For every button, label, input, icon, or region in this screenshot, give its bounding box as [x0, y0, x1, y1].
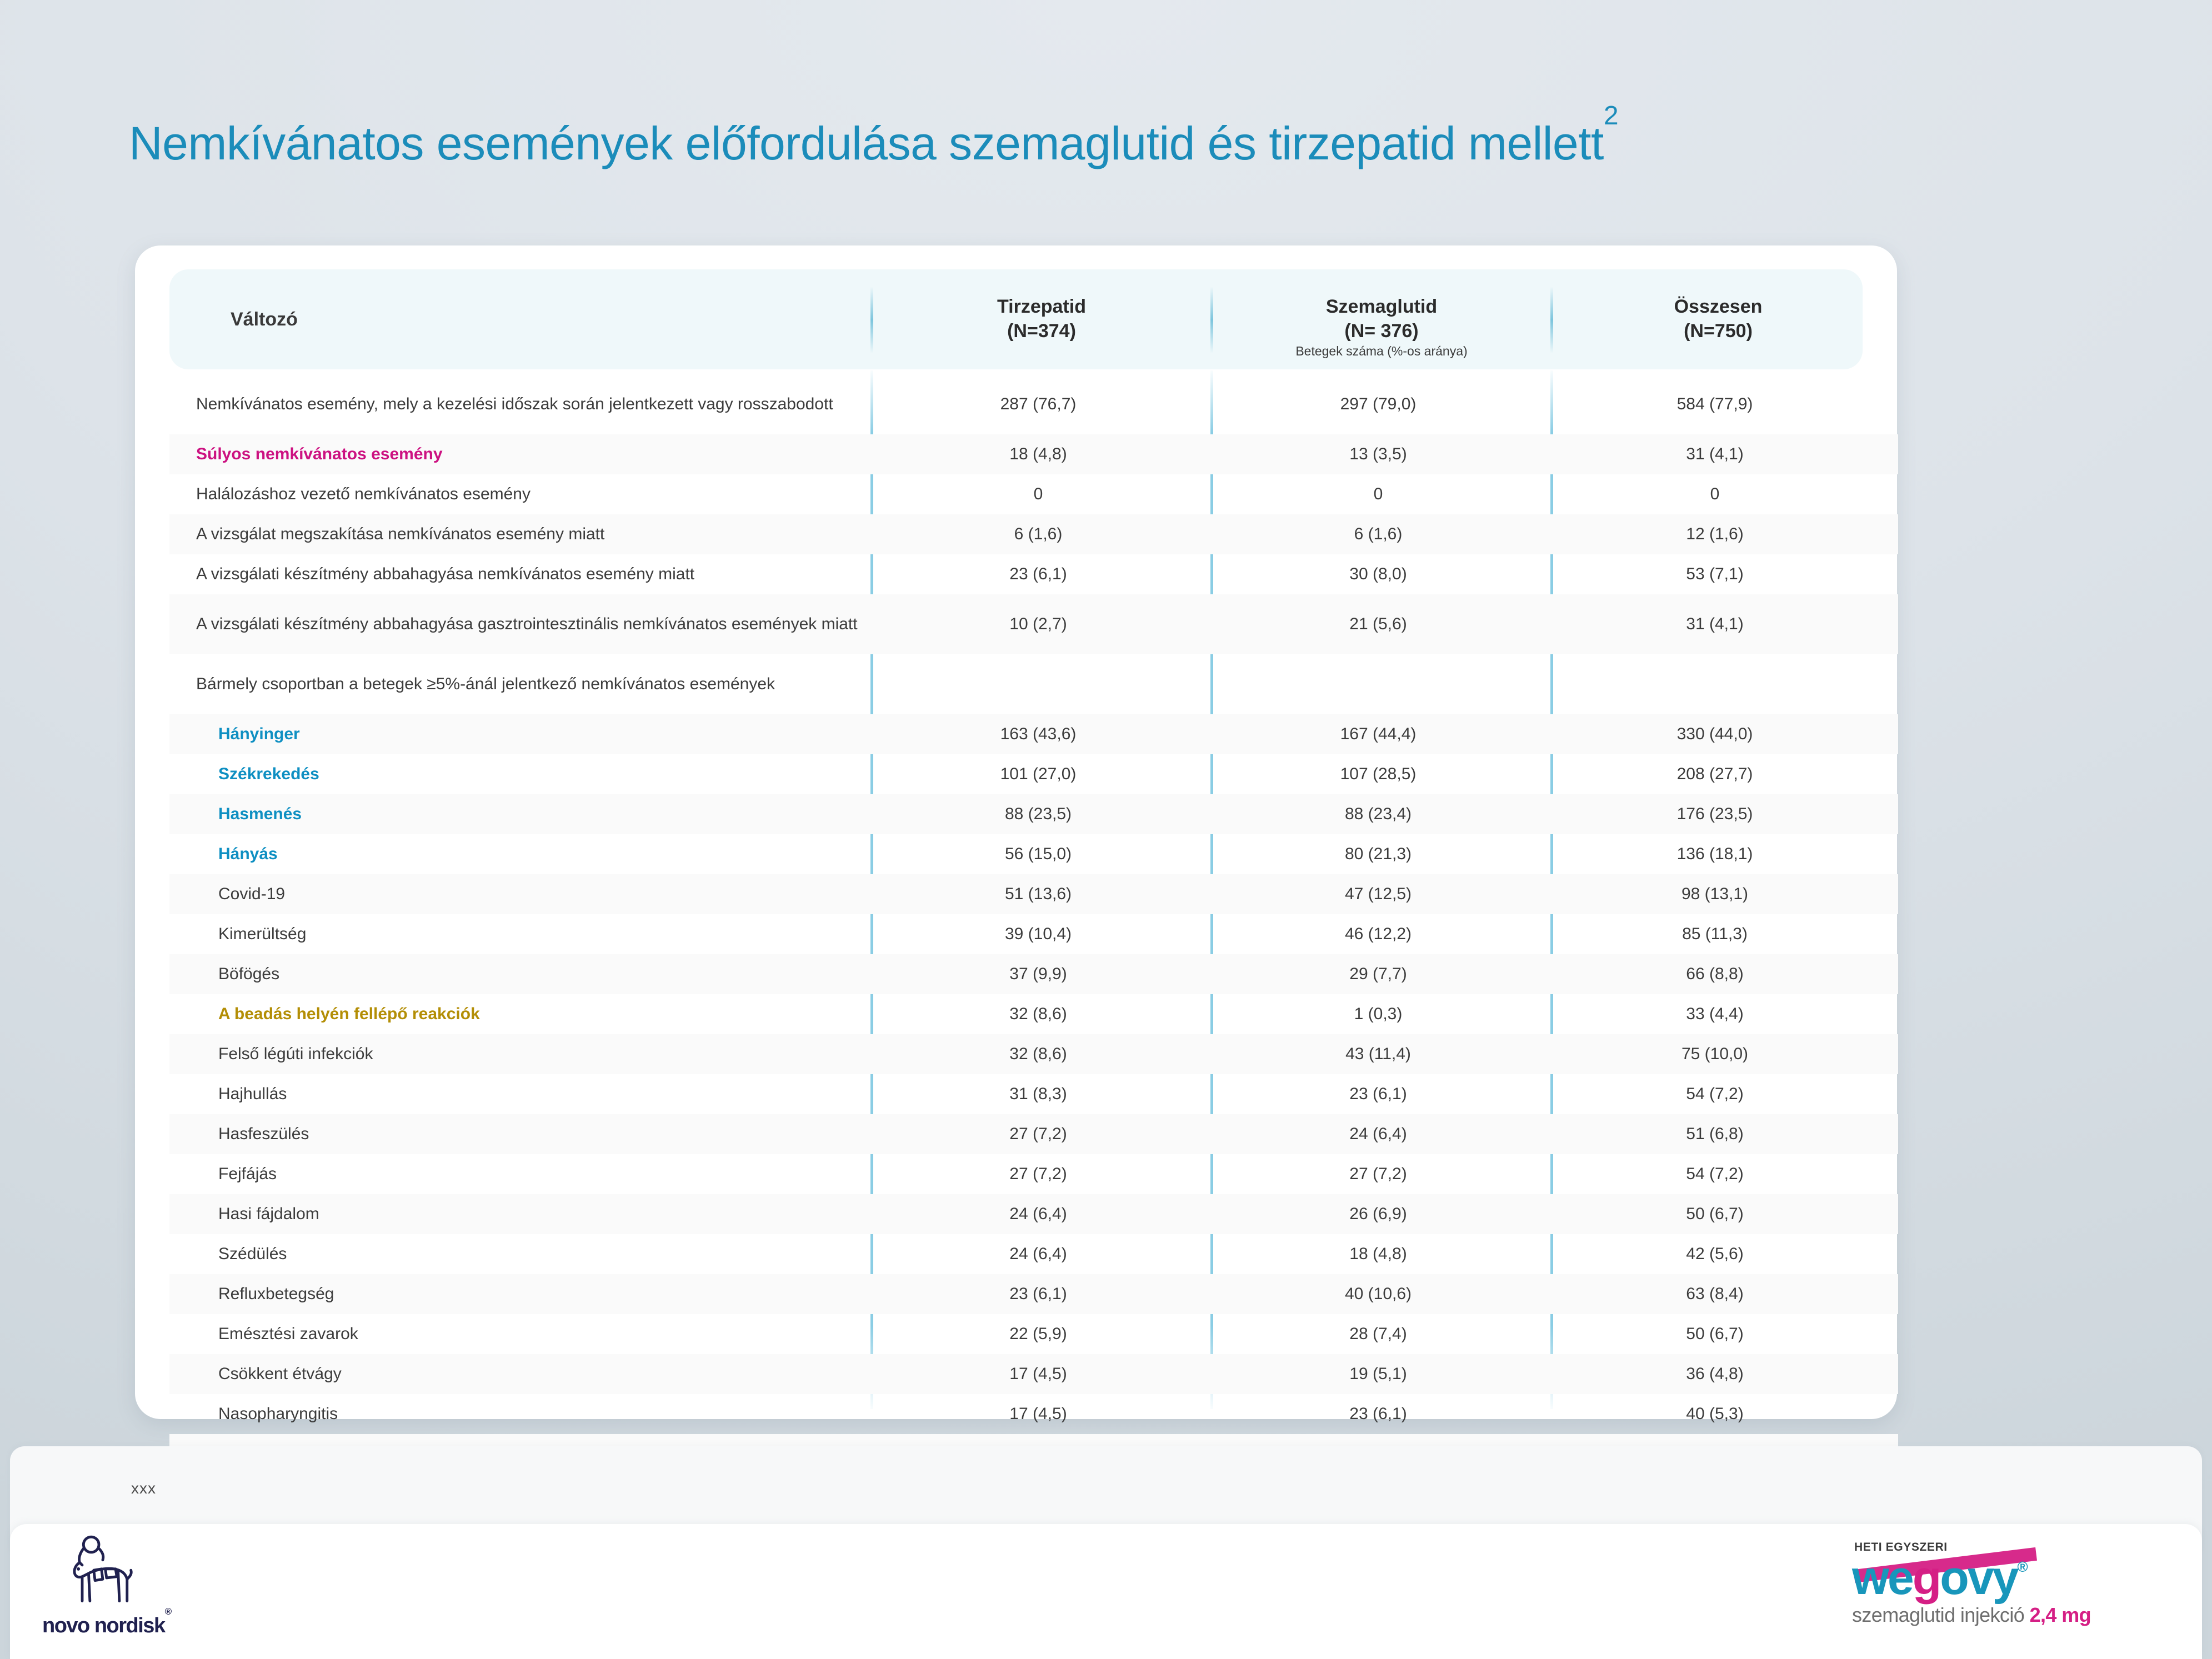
table-cell-tirzepatid: 23 (6,1): [1009, 565, 1067, 583]
header-divider-2: [1210, 287, 1213, 353]
table-cell-tirzepatid: 24 (6,4): [1009, 1245, 1067, 1263]
table-row: [169, 714, 1898, 754]
table-cell-szemaglutid: 46 (12,2): [1344, 925, 1412, 943]
table-row-label: Súlyos nemkívánatos esemény: [196, 445, 443, 464]
novo-nordisk-wordmark-text: novo nordisk: [42, 1614, 165, 1637]
table-row: [169, 914, 1898, 954]
table-cell-osszesen: 33 (4,4): [1686, 1005, 1744, 1023]
wegovy-dose: 2,4 mg: [2029, 1603, 2091, 1626]
table-cell-osszesen: 36 (4,8): [1686, 1365, 1744, 1383]
table-cell-osszesen: 51 (6,8): [1686, 1125, 1744, 1143]
table-row-label: Hányinger: [218, 725, 300, 744]
table-row: [169, 874, 1898, 914]
table-row: [169, 1074, 1898, 1114]
table-row-label: Covid-19: [218, 885, 286, 904]
table-cell-szemaglutid: 88 (23,4): [1344, 805, 1412, 823]
table-row: [169, 374, 1898, 434]
column-header-osszesen-n: (N=750): [1684, 320, 1753, 342]
table-row-label: Székrekedés: [218, 765, 319, 784]
table-row-label: Kimerültség: [218, 925, 307, 944]
table-cell-szemaglutid: 40 (10,6): [1344, 1285, 1412, 1303]
table-cell-szemaglutid: 29 (7,7): [1349, 965, 1407, 983]
table-row: [169, 434, 1898, 474]
table-cell-osszesen: 208 (27,7): [1676, 765, 1753, 783]
table-cell-szemaglutid: 43 (11,4): [1345, 1045, 1411, 1063]
table-row-label: Fejfájás: [218, 1165, 277, 1184]
table-cell-szemaglutid: 13 (3,5): [1349, 445, 1407, 463]
table-cell-szemaglutid: 26 (6,9): [1349, 1205, 1407, 1223]
table-cell-szemaglutid: 24 (6,4): [1349, 1125, 1407, 1143]
table-cell-tirzepatid: 6 (1,6): [1014, 525, 1063, 543]
table-row: [169, 754, 1898, 794]
table-cell-tirzepatid: 32 (8,6): [1009, 1045, 1067, 1063]
table-cell-osszesen: 85 (11,3): [1682, 925, 1748, 943]
table-row: [169, 834, 1898, 874]
table-cell-szemaglutid: 297 (79,0): [1340, 395, 1417, 413]
adverse-events-table-card: [135, 245, 1897, 1424]
table-cell-szemaglutid: 107 (28,5): [1340, 765, 1417, 783]
table-row: [169, 1234, 1898, 1274]
column-header-variable: Változó: [231, 308, 298, 330]
novo-nordisk-logo: [42, 1538, 209, 1644]
table-cell-szemaglutid: 6 (1,6): [1354, 525, 1403, 543]
table-cell-tirzepatid: 10 (2,7): [1009, 615, 1067, 633]
table-row: [169, 994, 1898, 1034]
table-cell-osszesen: 53 (7,1): [1686, 565, 1744, 583]
wegovy-brand-pre: we: [1852, 1551, 1913, 1605]
table-cell-szemaglutid: 23 (6,1): [1349, 1085, 1407, 1103]
table-cell-szemaglutid: 21 (5,6): [1349, 615, 1407, 633]
page-title-superscript: 2: [1603, 101, 1619, 131]
column-header-tirzepatid: [872, 269, 1212, 369]
slide-footer: [10, 1524, 2202, 1659]
table-cell-tirzepatid: 287 (76,7): [1000, 395, 1077, 413]
table-cell-osszesen: 50 (6,7): [1686, 1325, 1744, 1343]
table-row-label: A vizsgálat megszakítása nemkívánatos esemény miatt: [196, 525, 605, 544]
table-cell-osszesen: 54 (7,2): [1686, 1165, 1744, 1183]
table-cell-tirzepatid: 17 (4,5): [1009, 1405, 1067, 1423]
column-header-tirzepatid-name: Tirzepatid: [997, 296, 1086, 318]
table-row-label: Nemkívánatos esemény, mely a kezelési időszak során jelentkezett vagy rosszabodott: [196, 395, 833, 414]
table-row-label: Hasi fájdalom: [218, 1205, 319, 1224]
table-row-label: A vizsgálati készítmény abbahagyása gasztrointesztinális nemkívánatos események miatt: [196, 615, 858, 634]
table-cell-szemaglutid: 27 (7,2): [1349, 1165, 1407, 1183]
table-row-label: Hányás: [218, 845, 278, 864]
wegovy-wordmark: [1852, 1551, 2113, 1605]
table-cell-osszesen: 136 (18,1): [1676, 845, 1753, 863]
table-cell-osszesen: 0: [1710, 485, 1720, 503]
table-row-label: Csökkent étvágy: [218, 1365, 342, 1384]
table-cell-osszesen: 584 (77,9): [1676, 395, 1753, 413]
table-cell-tirzepatid: 31 (8,3): [1009, 1085, 1067, 1103]
table-cell-osszesen: 176 (23,5): [1676, 805, 1753, 823]
wegovy-wordmark-text: [1852, 1551, 2026, 1605]
wegovy-subtitle-text: szemaglutid injekció: [1852, 1603, 2025, 1626]
table-row: [169, 474, 1898, 514]
table-row: [169, 1114, 1898, 1154]
table-row-label: A vizsgálati készítmény abbahagyása nemkívánatos esemény miatt: [196, 565, 695, 584]
table-cell-tirzepatid: 17 (4,5): [1009, 1365, 1067, 1383]
table-row: [169, 794, 1898, 834]
table-cell-osszesen: 54 (7,2): [1686, 1085, 1744, 1103]
table-row: [169, 1394, 1898, 1434]
wegovy-registered-mark: ®: [2017, 1558, 2026, 1575]
table-cell-tirzepatid: 22 (5,9): [1009, 1325, 1067, 1343]
table-cell-osszesen: 31 (4,1): [1686, 445, 1744, 463]
table-row-label: Szédülés: [218, 1245, 287, 1264]
table-cell-tirzepatid: 88 (23,5): [1004, 805, 1072, 823]
table-cell-osszesen: 50 (6,7): [1686, 1205, 1744, 1223]
table-row-label: Halálozáshoz vezető nemkívánatos esemény: [196, 485, 531, 504]
table-cell-tirzepatid: 27 (7,2): [1009, 1125, 1067, 1143]
header-divider-1: [870, 287, 873, 353]
column-header-szemaglutid-name: Szemaglutid: [1325, 296, 1438, 318]
table-row: [169, 554, 1898, 594]
table-cell-tirzepatid: 56 (15,0): [1004, 845, 1072, 863]
table-row-label: Hasmenés: [218, 805, 302, 824]
table-cell-tirzepatid: 51 (13,6): [1004, 885, 1072, 903]
table-header-band: [169, 269, 1863, 369]
table-cell-szemaglutid: 30 (8,0): [1349, 565, 1407, 583]
table-row: [169, 654, 1898, 714]
table-cell-szemaglutid: 19 (5,1): [1349, 1365, 1407, 1383]
column-header-osszesen: [1552, 269, 1885, 369]
table-cell-osszesen: 75 (10,0): [1681, 1045, 1749, 1063]
page-title-text: Nemkívánatos események előfordulása szemaglutid és tirzepatid mellett: [129, 117, 1604, 169]
table-cell-szemaglutid: 80 (21,3): [1344, 845, 1412, 863]
table-row-label: Bármely csoportban a betegek ≥5%-ánál jelentkező nemkívánatos események: [196, 675, 775, 694]
table-cell-tirzepatid: 18 (4,8): [1009, 445, 1067, 463]
table-cell-szemaglutid: 28 (7,4): [1349, 1325, 1407, 1343]
table-row-label: Böfögés: [218, 965, 280, 984]
table-cell-osszesen: 12 (1,6): [1686, 525, 1744, 543]
novo-nordisk-bull-icon: [66, 1534, 149, 1605]
table-cell-tirzepatid: 39 (10,4): [1004, 925, 1072, 943]
table-row: [169, 1194, 1898, 1234]
table-row-label: Refluxbetegség: [218, 1285, 334, 1304]
table-cell-szemaglutid: 0: [1373, 485, 1383, 503]
table-row: [169, 514, 1898, 554]
table-cell-osszesen: 330 (44,0): [1676, 725, 1753, 743]
table-cell-osszesen: 98 (13,1): [1681, 885, 1749, 903]
column-header-osszesen-name: Összesen: [1674, 296, 1763, 318]
table-cell-szemaglutid: 167 (44,4): [1340, 725, 1417, 743]
column-header-tirzepatid-n: (N=374): [1007, 320, 1076, 342]
table-header-subnote: Betegek száma (%-os aránya): [1295, 344, 1468, 358]
table-row: [169, 1354, 1898, 1394]
table-row-label: Emésztési zavarok: [218, 1325, 358, 1344]
table-row: [169, 954, 1898, 994]
table-body: [135, 374, 1897, 1474]
table-row: [169, 1314, 1898, 1354]
column-header-szemaglutid-n: (N= 376): [1344, 320, 1419, 342]
table-row-label: Felső légúti infekciók: [218, 1045, 373, 1064]
novo-nordisk-registered-mark: ®: [164, 1606, 171, 1617]
table-cell-tirzepatid: 24 (6,4): [1009, 1205, 1067, 1223]
table-cell-tirzepatid: 0: [1033, 485, 1043, 503]
page-title: [129, 101, 1619, 171]
table-row: [169, 1034, 1898, 1074]
table-row-label: Nasopharyngitis: [218, 1405, 338, 1424]
table-cell-tirzepatid: 27 (7,2): [1009, 1165, 1067, 1183]
novo-nordisk-wordmark: [42, 1606, 209, 1638]
table-cell-tirzepatid: 23 (6,1): [1009, 1285, 1067, 1303]
footnote-text: xxx: [131, 1480, 156, 1497]
table-row-label: Hajhullás: [218, 1085, 287, 1104]
wegovy-logo: [1852, 1541, 2113, 1643]
wegovy-kicker: HETI EGYSZERI: [1854, 1541, 1948, 1553]
header-divider-3: [1550, 287, 1553, 353]
table-cell-osszesen: 63 (8,4): [1686, 1285, 1744, 1303]
table-cell-osszesen: 42 (5,6): [1686, 1245, 1744, 1263]
table-cell-tirzepatid: 163 (43,6): [1000, 725, 1077, 743]
table-row-label: A beadás helyén fellépő reakciók: [218, 1005, 480, 1024]
wegovy-subtitle: [1852, 1603, 2113, 1627]
table-cell-osszesen: 40 (5,3): [1686, 1405, 1744, 1423]
table-row-label: Hasfeszülés: [218, 1125, 309, 1144]
table-cell-szemaglutid: 23 (6,1): [1349, 1405, 1407, 1423]
table-row: [169, 594, 1898, 654]
wegovy-brand-post: ovy: [1940, 1551, 2018, 1605]
table-row: [169, 1154, 1898, 1194]
table-cell-szemaglutid: 1 (0,3): [1354, 1005, 1403, 1023]
table-cell-szemaglutid: 18 (4,8): [1349, 1245, 1407, 1263]
table-cell-tirzepatid: 37 (9,9): [1009, 965, 1067, 983]
table-cell-osszesen: 66 (8,8): [1686, 965, 1744, 983]
wegovy-brand-g: g: [1912, 1551, 1940, 1605]
table-row: [169, 1274, 1898, 1314]
table-cell-szemaglutid: 47 (12,5): [1344, 885, 1412, 903]
table-cell-osszesen: 31 (4,1): [1686, 615, 1744, 633]
table-cell-tirzepatid: 32 (8,6): [1009, 1005, 1067, 1023]
table-cell-tirzepatid: 101 (27,0): [1000, 765, 1077, 783]
